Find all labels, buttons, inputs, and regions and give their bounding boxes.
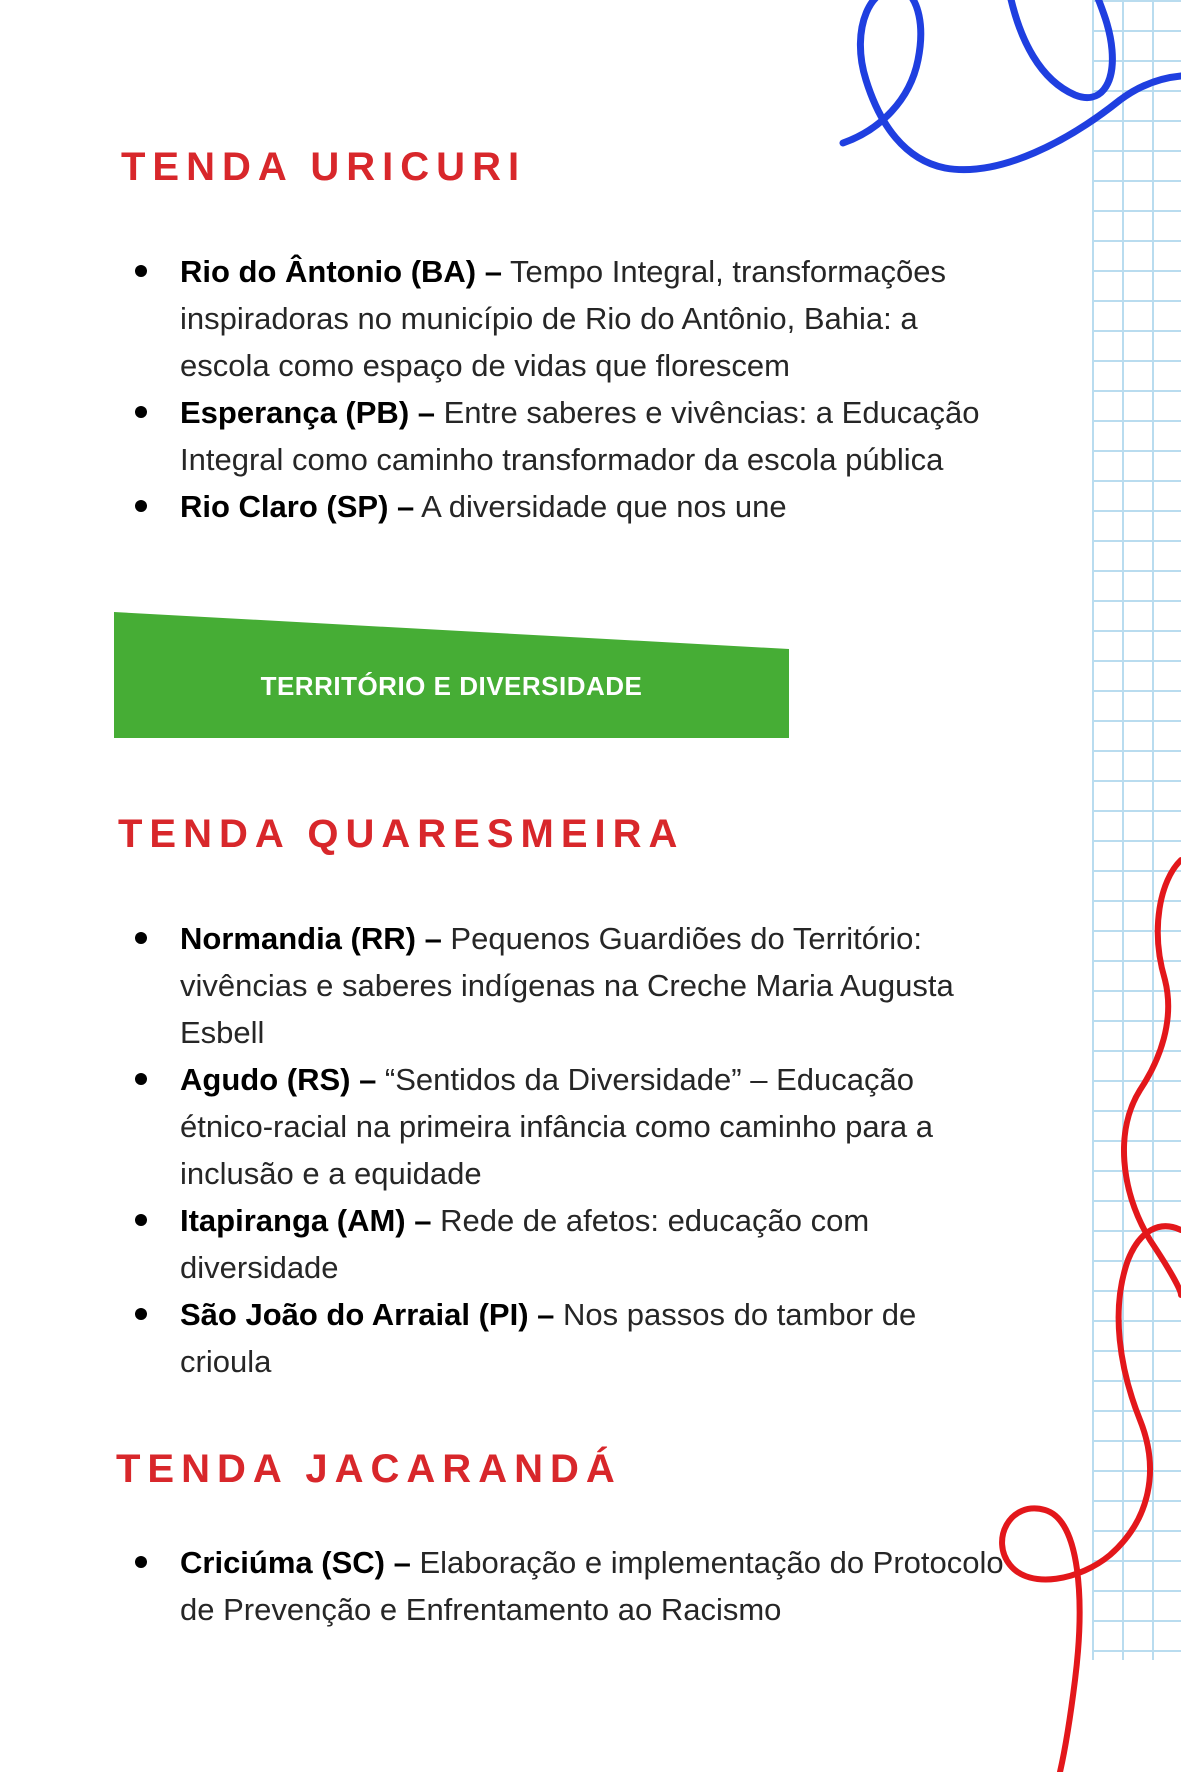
list-item [128, 483, 1008, 530]
item-label: Normandia (RR) – [180, 921, 442, 956]
list-item [128, 248, 1008, 389]
section-heading-quaresmeira: TENDA QUARESMEIRA [118, 812, 685, 856]
banner-label: TERRITÓRIO E DIVERSIDADE [260, 671, 643, 701]
list-jacaranda [128, 1539, 1008, 1633]
list-item [128, 1197, 1008, 1291]
item-text: Elaboração e implementação do Protocolo de Prevenção e Enfrentamento ao Racismo [180, 1545, 1004, 1627]
list-item [128, 1056, 1008, 1197]
item-text: A diversidade que nos une [414, 489, 787, 524]
item-text: Nos passos do tambor de crioula [180, 1297, 917, 1379]
list-quaresmeira [128, 915, 1008, 1385]
item-label: Rio Claro (SP) – [180, 489, 415, 524]
item-text: Rede de afetos: educação com diversidade [180, 1203, 870, 1285]
list-uricuri [128, 248, 1008, 530]
list-item [128, 915, 1008, 1056]
list-item [128, 389, 1008, 483]
item-text: “Sentidos da Diversidade” – Educação étnico-racial na primeira infância como caminho para a inclusão e a equidade [180, 1062, 933, 1191]
item-label: São João do Arraial (PI) – [180, 1297, 555, 1332]
section-heading-jacaranda: TENDA JACARANDÁ [116, 1447, 622, 1491]
section-heading-uricuri: TENDA URICURI [121, 145, 527, 189]
item-label: Rio do Ântonio (BA) – [180, 254, 502, 289]
item-label: Esperança (PB) – [180, 395, 435, 430]
list-item [128, 1539, 1008, 1633]
category-banner [114, 612, 789, 738]
item-text: Pequenos Guardiões do Território: vivências e saberes indígenas na Creche Maria Augusta Esbell [180, 921, 954, 1050]
item-label: Itapiranga (AM) – [180, 1203, 432, 1238]
grid-paper-decoration [1092, 0, 1181, 1660]
list-item [128, 1291, 1008, 1385]
item-label: Criciúma (SC) – [180, 1545, 411, 1580]
item-text: Entre saberes e vivências: a Educação Integral como caminho transformador da escola pública [180, 395, 980, 477]
item-text: Tempo Integral, transformações inspiradoras no município de Rio do Antônio, Bahia: a escola como espaço de vidas que florescem [180, 254, 946, 383]
item-label: Agudo (RS) – [180, 1062, 377, 1097]
